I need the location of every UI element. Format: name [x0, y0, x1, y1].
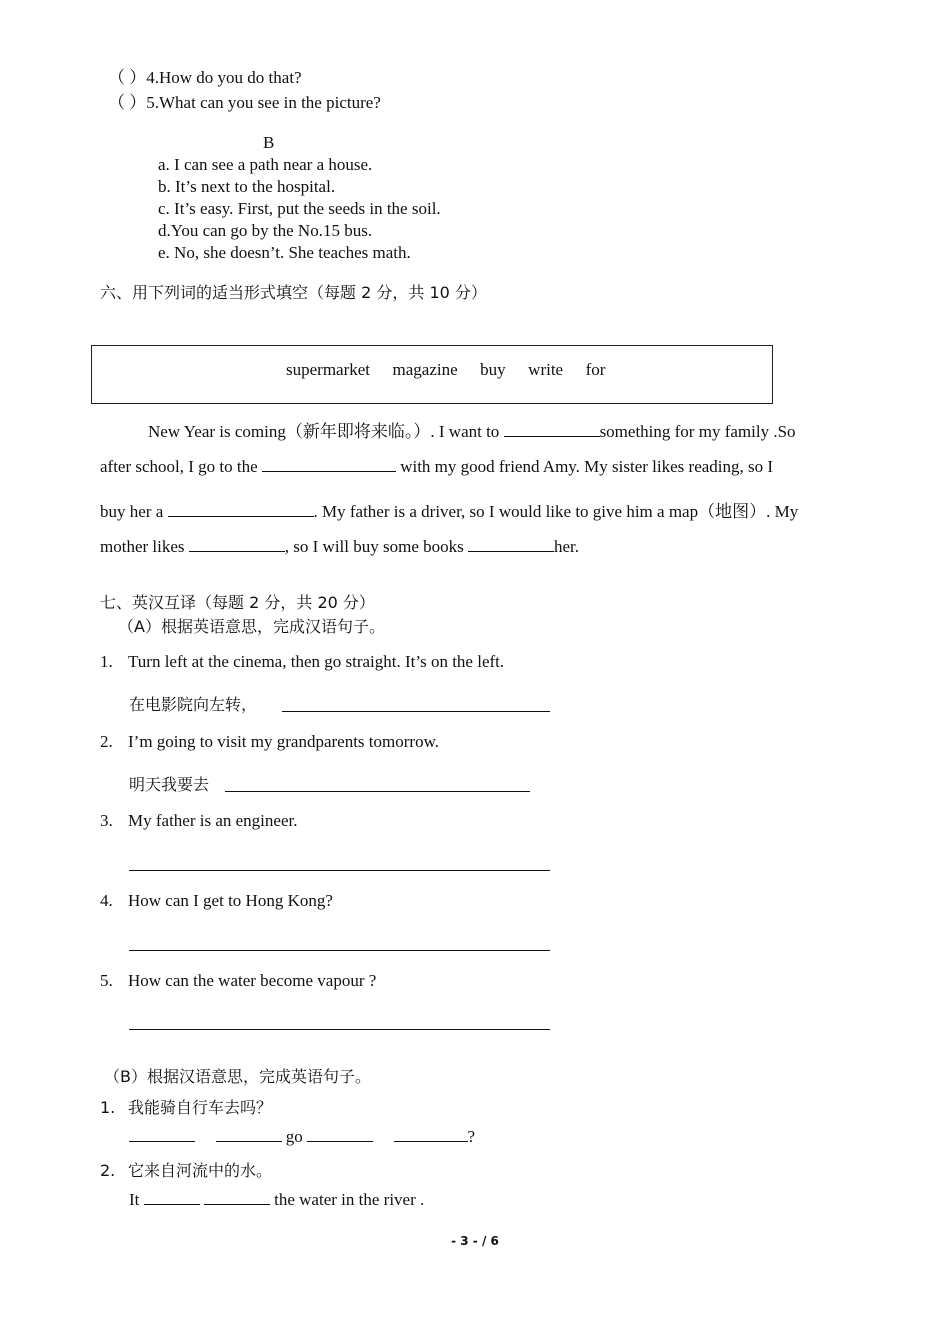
page-number: - 3 - / 6 [451, 1234, 499, 1248]
a-item-1-cn: 在电影院向左转， [129, 695, 258, 714]
blank-2[interactable] [262, 457, 396, 472]
part-b-heading: （B）根据汉语意思，完成英语句子。 [104, 1067, 371, 1086]
column-b-label: B [263, 133, 275, 152]
passage-line-2: after school, I go to the with my good friend Amy. My sister likes reading, so I [100, 457, 774, 476]
word-list [286, 360, 605, 380]
a-item-1-en: 1. Turn left at the cinema, then go straight. It’s on the left. [100, 652, 505, 671]
blank-3[interactable] [168, 502, 314, 517]
b1-blank-1[interactable] [129, 1127, 195, 1142]
option-d: d.You can go by the No.15 bus. [158, 221, 373, 240]
a-item-5-en: 5. How can the water become vapour ? [100, 971, 377, 990]
question-4 [108, 63, 302, 88]
section-6-heading: 六、用下列词的适当形式填空（每题 2 分，共 10 分） [100, 283, 487, 302]
b1-blank-4[interactable] [394, 1127, 468, 1142]
b1-blank-3[interactable] [307, 1127, 373, 1142]
answer-paren: （ ） [108, 68, 147, 87]
word-box [91, 345, 773, 404]
word-buy: buy [480, 360, 506, 379]
b1-blank-2[interactable] [216, 1127, 282, 1142]
a-item-3-en: 3. My father is an engineer. [100, 811, 298, 830]
question-5 [108, 88, 381, 113]
b2-blank-2[interactable] [204, 1190, 270, 1205]
section-7-heading: 七、英汉互译（每题 2 分，共 20 分） [100, 593, 375, 612]
question-text: 5.What can you see in the picture? [146, 93, 381, 112]
blank-5[interactable] [468, 537, 554, 552]
blank-4[interactable] [189, 537, 285, 552]
answer-line-2[interactable] [225, 791, 530, 792]
answer-paren: （ ） [108, 93, 147, 112]
part-a-heading: （A）根据英语意思，完成汉语句子。 [118, 617, 385, 636]
passage-line-1: New Year is coming（新年即将来临。）. I want to something for my family .So [148, 422, 796, 441]
passage-line-4: mother likes , so I will buy some books her. [100, 537, 580, 556]
answer-line-3[interactable] [129, 870, 550, 871]
option-b: b. It’s next to the hospital. [158, 177, 336, 196]
a-item-2-en: 2. I’m going to visit my grandparents tomorrow. [100, 732, 439, 751]
b-item-2-cn: 2. 它来自河流中的水。 [100, 1161, 273, 1180]
b-item-1-answer: go ? [129, 1127, 475, 1147]
word-write: write [528, 360, 564, 379]
b-item-2-answer: It the water in the river . [129, 1190, 425, 1209]
word-supermarket: supermarket [286, 360, 371, 379]
option-c: c. It’s easy. First, put the seeds in the soil. [158, 199, 441, 218]
b-item-1-cn: 1. 我能骑自行车去吗？ [100, 1098, 273, 1117]
answer-line-4[interactable] [129, 950, 550, 951]
word-magazine: magazine [392, 360, 458, 379]
blank-1[interactable] [504, 422, 600, 437]
a-item-4-en: 4. How can I get to Hong Kong? [100, 891, 333, 910]
passage-line-3: buy her a . My father is a driver, so I would like to give him a map（地图）. My [100, 502, 799, 521]
option-e: e. No, she doesn’t. She teaches math. [158, 243, 411, 262]
a-item-2-cn: 明天我要去 [129, 775, 210, 794]
answer-line-5[interactable] [129, 1029, 550, 1030]
word-for: for [585, 360, 606, 379]
option-a: a. I can see a path near a house. [158, 155, 373, 174]
question-text: 4.How do you do that? [146, 68, 302, 87]
answer-line-1[interactable] [282, 711, 550, 712]
b2-blank-1[interactable] [144, 1190, 200, 1205]
